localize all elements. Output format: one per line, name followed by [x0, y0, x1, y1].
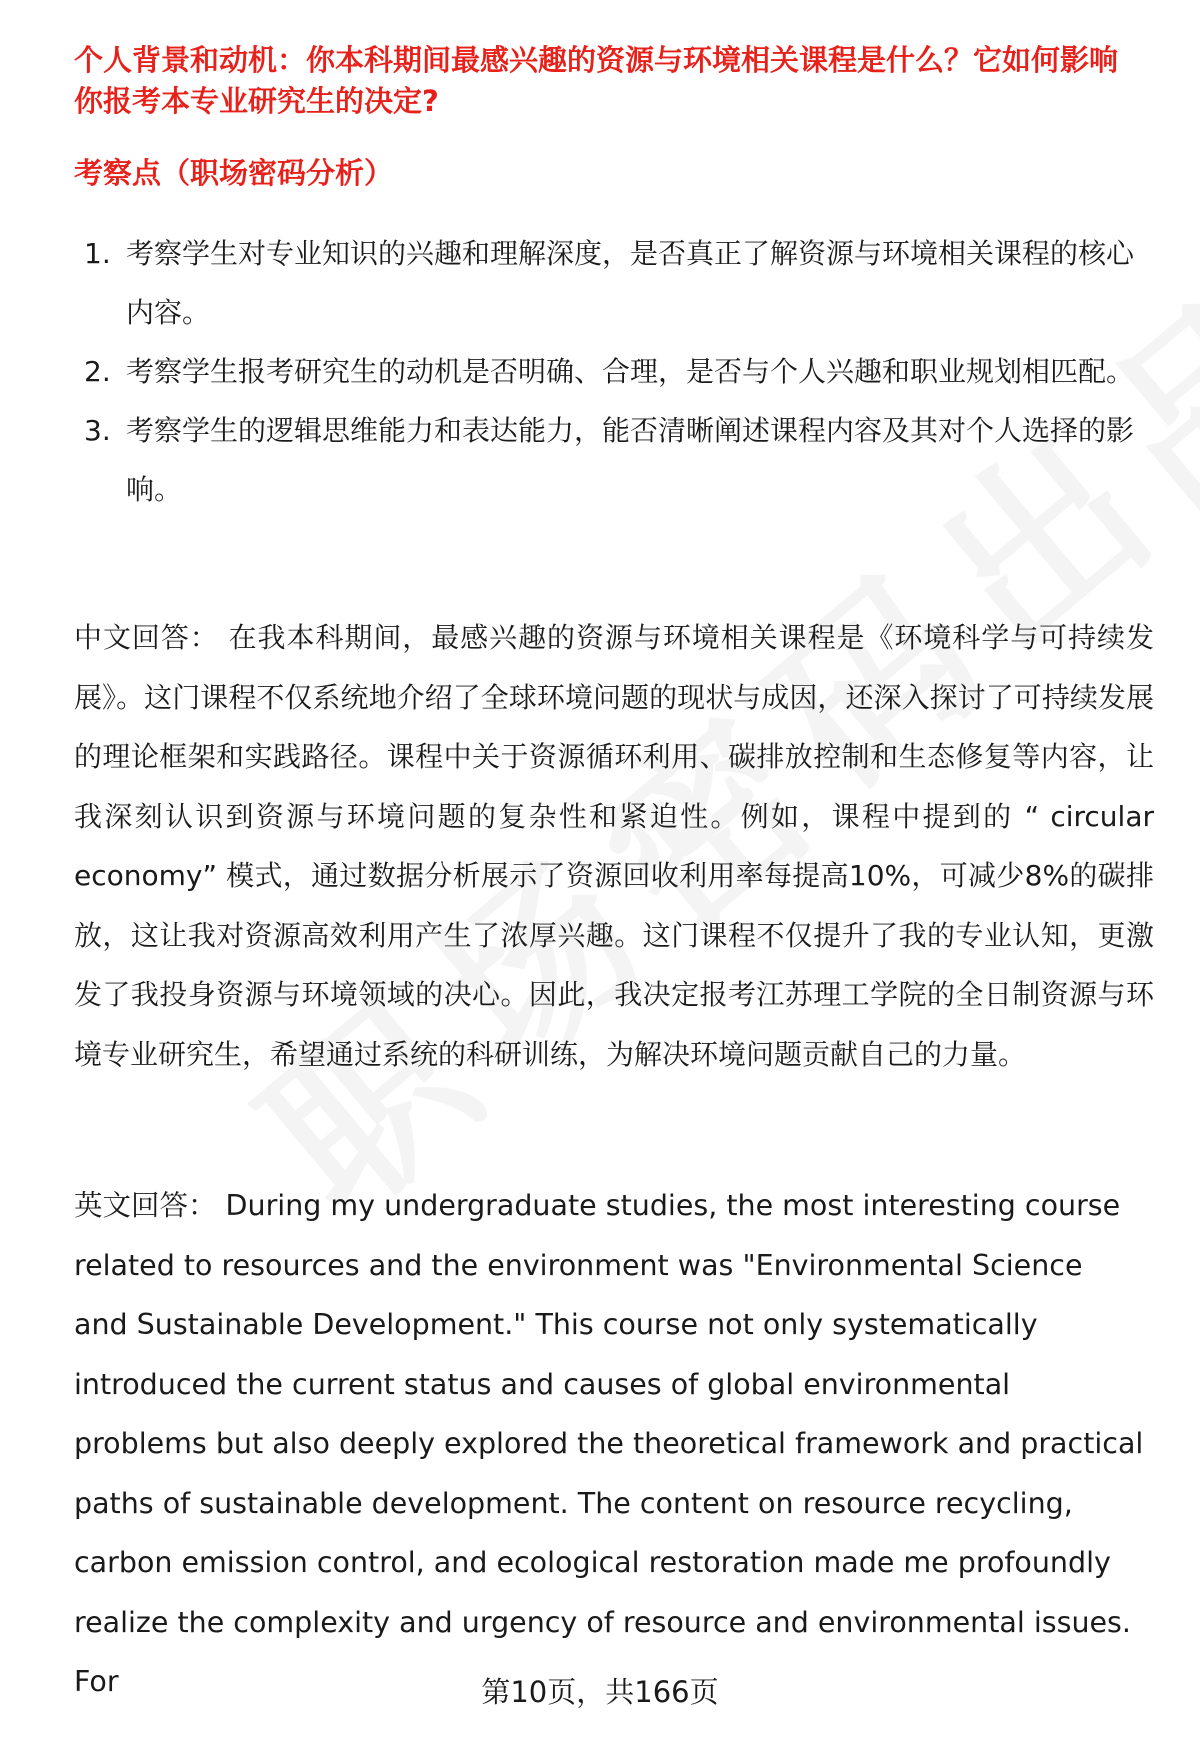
chinese-answer: 中文回答： 在我本科期间，最感兴趣的资源与环境相关课程是《环境科学与可持续发展》。这门课程不仅系统地介绍了全球环境问题的现状与成因，还深入探讨了可持续发展的理论框架和实践路径。课程中关于资源循环利用、碳排放控制和生态修复等内容，让我深刻认识到资源与环境问题的复杂性和紧迫性。例如，课程中提到的 “ circular economy” 模式，通过数据分析展示了资源回收利用率每提高10%，可减少8%的碳排放，这让我对资源高效利用产生了浓厚兴趣。这门课程不仅提升了我的专业认知，更激发了我投身资源与环境领域的决心。因此，我决定报考江苏理工学院的全日制资源与环境专业研究生，希望通过系统的科研训练，为解决环境问题贡献自己的力量。 [74, 621, 1154, 1071]
assessment-points-list [74, 224, 1154, 519]
list-item-number: 3. [84, 414, 111, 447]
list-item-text: 考察学生对专业知识的兴趣和理解深度，是否真正了解资源与环境相关课程的核心内容。 [126, 237, 1135, 329]
english-answer: 英文回答： During my undergraduate studies, the most interesting course related to resources and the environment was "Environmental Science and Sustainable Development." This course not only systematically introduced the current status and causes of global environmental problems but also deeply explored the theoretical framework and practical paths of sustainable development. The content on resource recycling, carbon emission control, and ecological restoration made me profoundly realize the complexity and urgency of resource and environmental issues. For [74, 1189, 1144, 1698]
list-item [74, 401, 1154, 519]
list-item [74, 342, 1154, 401]
list-item [74, 224, 1154, 342]
list-item-text: 考察学生的逻辑思维能力和表达能力，能否清晰阐述课程内容及其对个人选择的影响。 [126, 414, 1135, 506]
section-title: 考察点（职场密码分析） [74, 156, 394, 190]
page-number-footer: 第10页，共166页 [481, 1675, 719, 1709]
list-item-text: 考察学生报考研究生的动机是否明确、合理，是否与个人兴趣和职业规划相匹配。 [126, 355, 1135, 388]
interview-question: 个人背景和动机：你本科期间最感兴趣的资源与环境相关课程是什么？它如何影响你报考本专业研究生的决定? [74, 43, 1119, 118]
list-item-number: 2. [84, 355, 111, 388]
list-item-number: 1. [84, 237, 111, 270]
